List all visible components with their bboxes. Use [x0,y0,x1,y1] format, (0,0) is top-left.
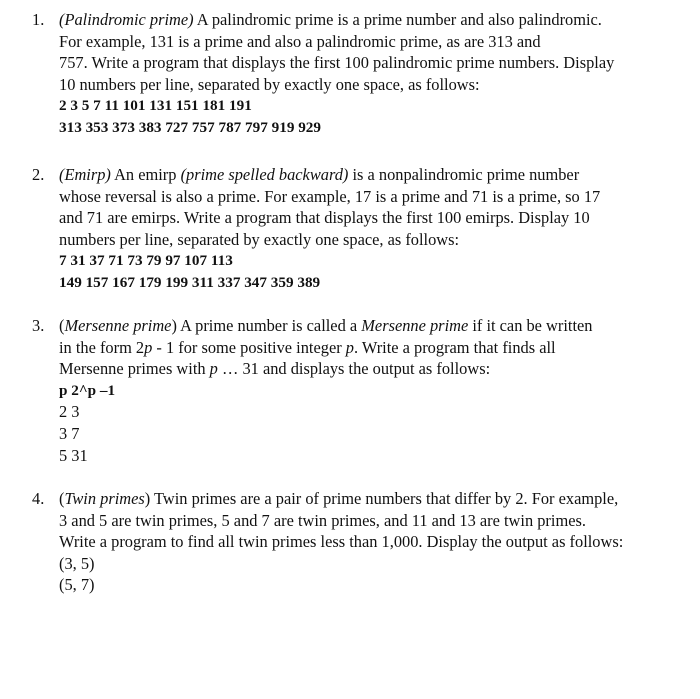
problem-body [59,315,672,466]
problem-title-close: ) [171,316,177,335]
problem-line [59,358,672,380]
problem-number: 4. [32,489,45,508]
problem-4 [32,488,672,596]
problem-line [59,164,672,186]
output-line: (3, 5) [59,553,95,573]
problem-text: A palindromic prime is a prime number and also palindromic. [193,10,602,29]
problem-number: 1. [32,10,45,29]
problem-title: Mersenne prime [64,316,172,335]
output-line: 5 31 [59,445,88,465]
problem-line: 757. Write a program that displays the first 100 palindromic prime numbers. Display [59,53,615,73]
problem-text: in the form 2 [59,337,145,357]
problem-body [59,164,672,294]
problem-text: Twin primes are a pair of prime numbers that differ by 2. For example, [150,489,619,508]
problem-line [59,488,672,510]
output-line: (5, 7) [59,575,95,595]
problem-line: numbers per line, separated by exactly one space, as follows: [59,229,460,249]
problem-text: … 31 and displays the output as follows: [217,359,491,379]
problem-title-open: ( [59,316,65,335]
problem-title: (Palindromic prime) [59,10,194,29]
variable-p: p [209,359,218,379]
problem-text: Mersenne primes with [59,359,210,379]
problem-number: 3. [32,316,45,335]
problem-text: . Write a program that finds all [354,337,556,357]
problem-line [59,9,672,31]
problem-title-open: ( [59,489,65,508]
output-line: 2 3 [59,402,80,422]
problem-line: Write a program to find all twin primes less than 1,000. Display the output as follows: [59,532,624,552]
problem-body [59,9,672,139]
problem-line: whose reversal is also a prime. For example, 17 is a prime and 71 is a prime, so 17 [59,186,601,206]
variable-p: p [345,337,354,357]
output-line: 3 7 [59,423,80,443]
problem-3 [32,315,672,466]
output-line: 2 3 5 7 11 101 131 151 181 191 [59,97,252,115]
variable-p: p [144,337,153,357]
problem-text: A prime number is called a [176,316,362,335]
problem-text: is a nonpalindromic prime number [348,165,580,184]
problem-2 [32,164,672,294]
problem-text: if it can be written [468,316,593,335]
output-line: 149 157 167 179 199 311 337 347 359 389 [59,273,321,291]
problem-line [59,315,672,337]
output-header: p 2^p –1 [59,381,116,399]
problem-title: (Emirp) [59,165,111,184]
problem-number: 2. [32,165,45,184]
problem-line [59,337,672,359]
problem-line: 10 numbers per line, separated by exactly one space, as follows: [59,74,480,94]
output-line: 313 353 373 383 727 757 787 797 919 929 [59,118,321,136]
problem-body [59,488,672,596]
problem-1 [32,9,672,139]
problem-line: 3 and 5 are twin primes, 5 and 7 are twin primes, and 11 and 13 are twin primes. [59,510,586,530]
output-line: 7 31 37 71 73 79 97 107 113 [59,252,233,270]
problem-text-italic: Mersenne prime [361,316,469,335]
problem-text: - 1 for some positive integer [152,337,346,357]
problem-title: Twin primes [64,489,145,508]
problem-line: For example, 131 is a prime and also a palindromic prime, as are 313 and [59,31,541,51]
problem-line: and 71 are emirps. Write a program that displays the first 100 emirps. Display 10 [59,208,590,228]
problem-text: An emirp [110,165,181,184]
problem-title-close: ) [144,489,151,508]
problem-text-italic: (prime spelled backward) [180,165,349,184]
